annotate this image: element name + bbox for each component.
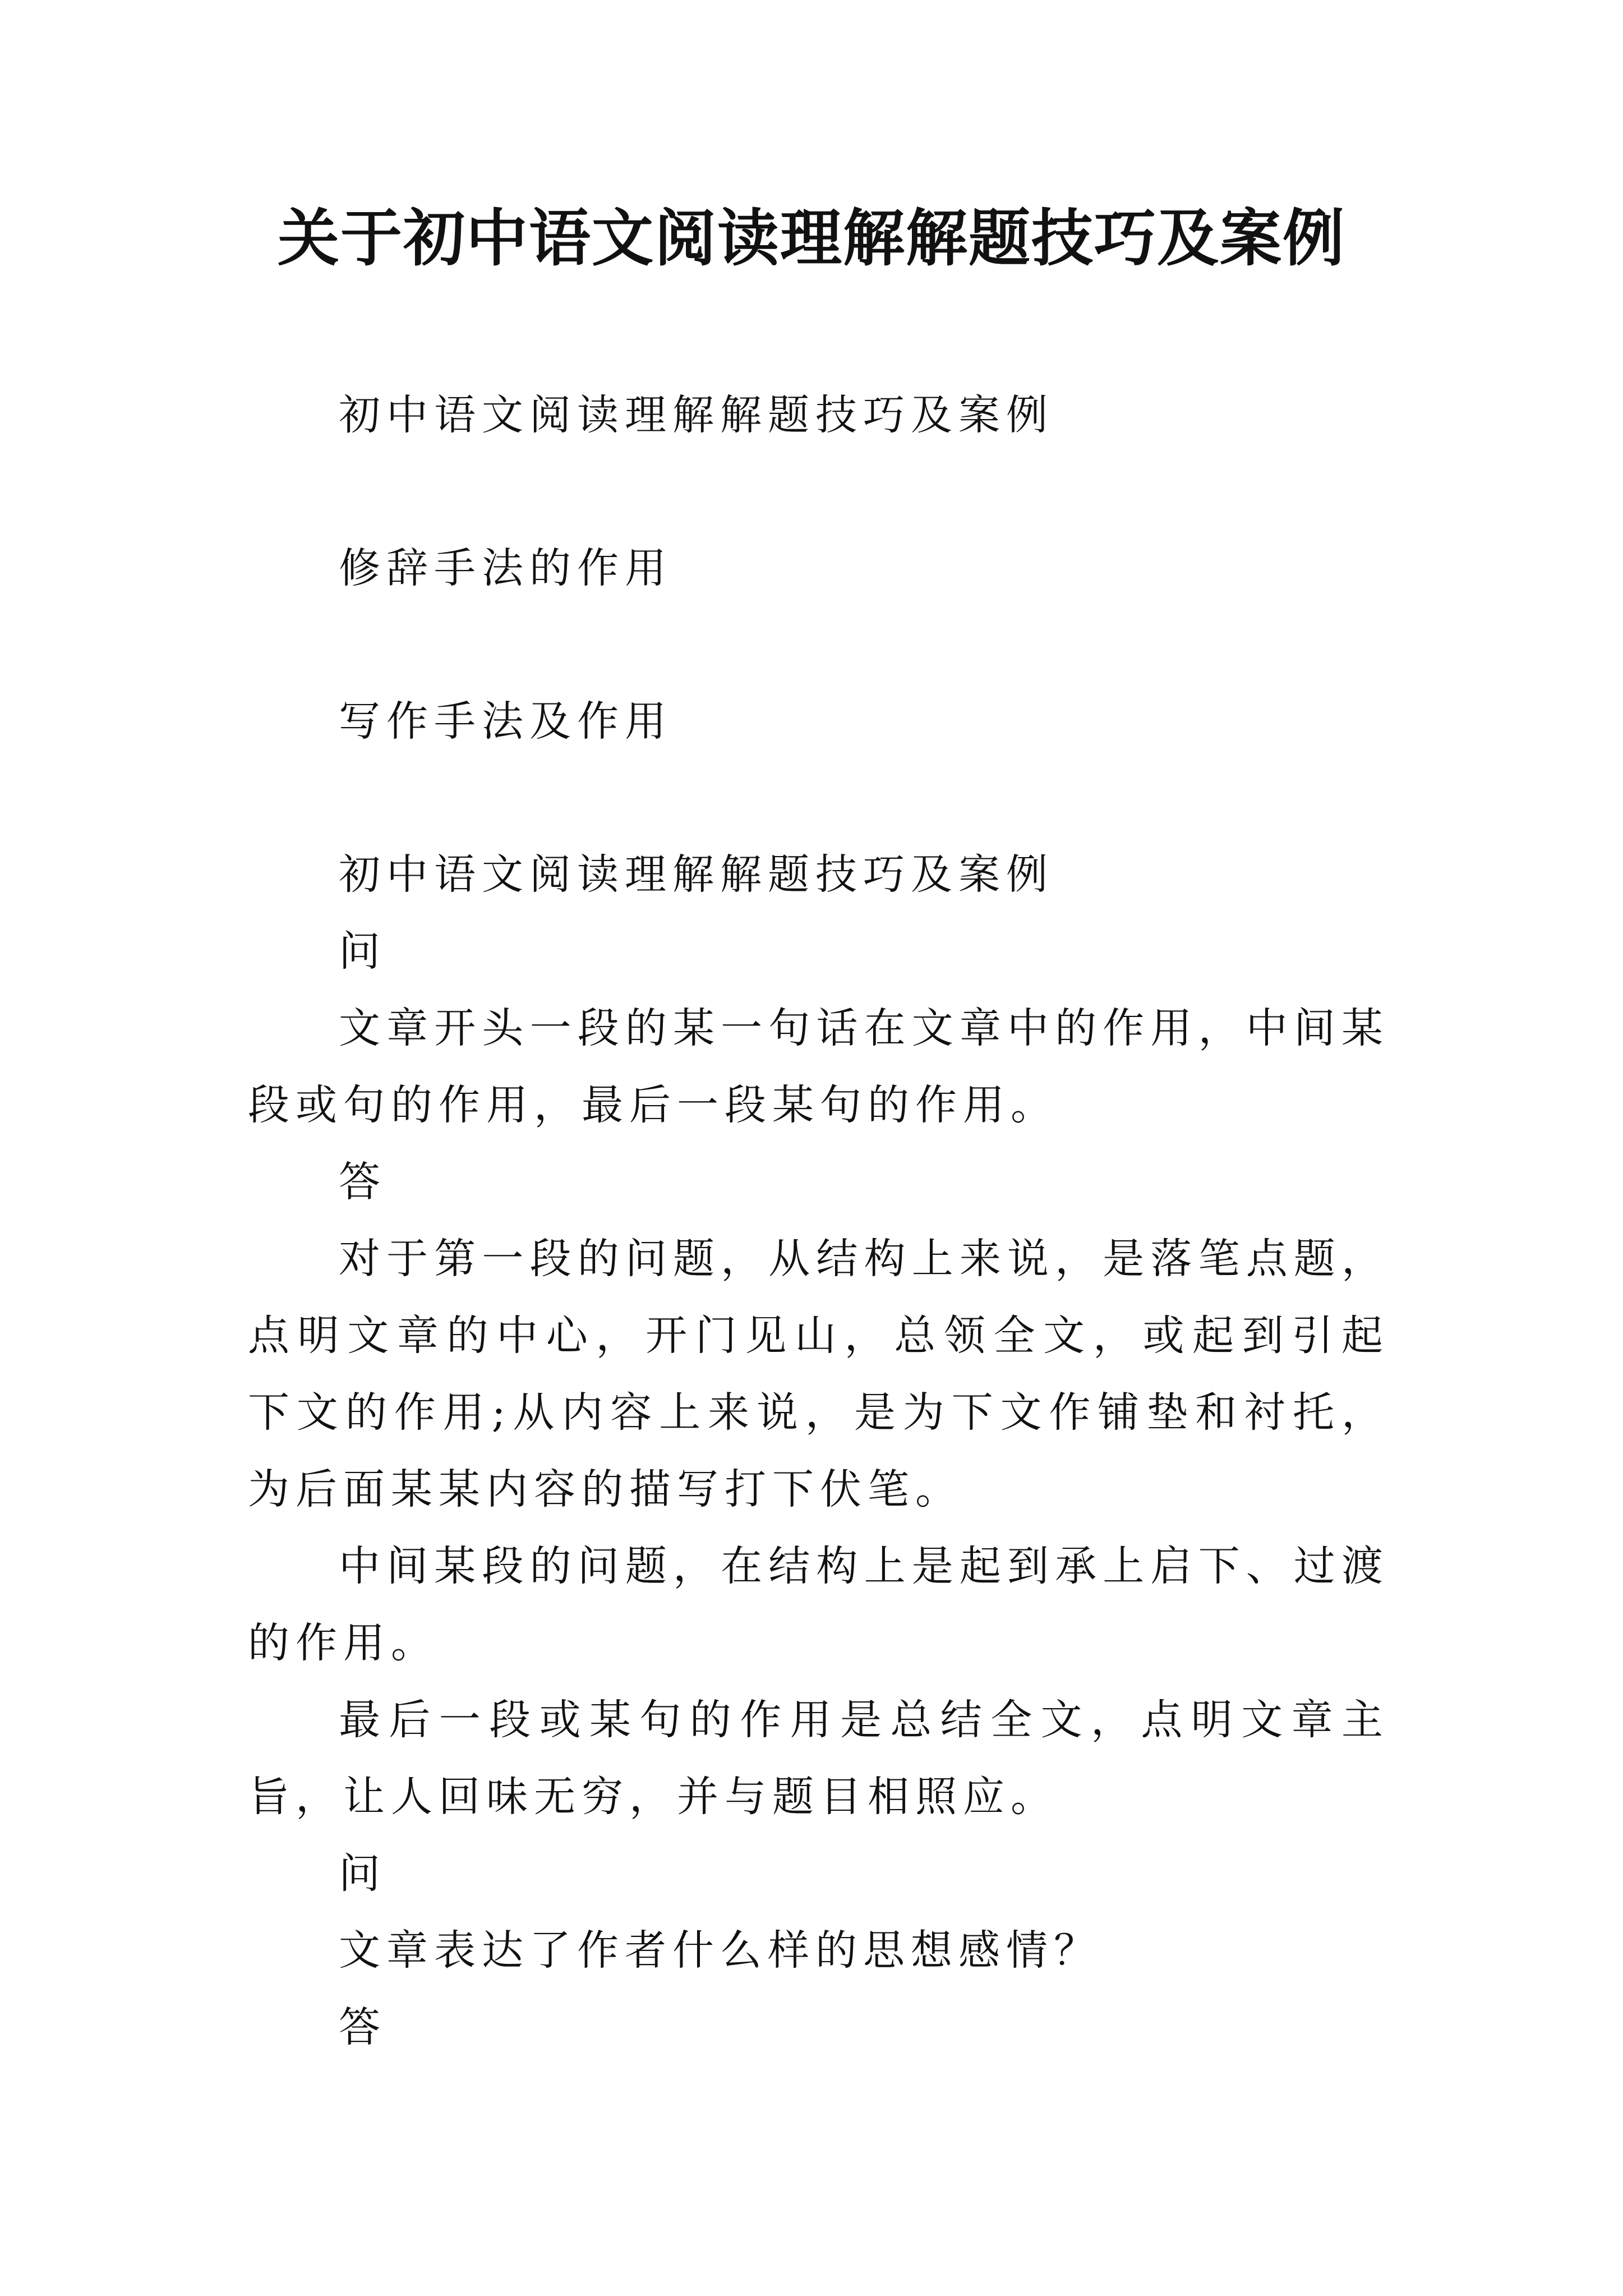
- question-label-1: 问: [339, 927, 386, 976]
- answer-paragraph-2: 中间某段的问题，在结构上是起到承上启下、过渡的作用。: [248, 1542, 1389, 1667]
- answer-label-1: 答: [339, 1158, 386, 1206]
- toc-item-3: 写作手法及作用: [339, 697, 672, 746]
- document-title: 关于初中语文阅读理解解题技巧及案例: [278, 202, 1345, 274]
- question-text-1: 文章开头一段的某一句话在文章中的作用，中间某段或句的作用，最后一段某句的作用。: [248, 1004, 1389, 1129]
- question-label-2: 问: [339, 1849, 386, 1898]
- toc-item-2: 修辞手法的作用: [339, 544, 672, 592]
- answer-label-2: 答: [339, 2003, 386, 2051]
- question-text-2: 文章表达了作者什么样的思想感情？: [339, 1926, 1101, 1975]
- section-heading: 初中语文阅读理解解题技巧及案例: [339, 850, 1054, 899]
- toc-item-1: 初中语文阅读理解解题技巧及案例: [339, 391, 1054, 439]
- answer-paragraph-3: 最后一段或某句的作用是总结全文，点明文章主旨，让人回味无穷，并与题目相照应。: [248, 1696, 1389, 1821]
- answer-paragraph-1: 对于第一段的问题，从结构上来说，是落笔点题，点明文章的中心，开门见山，总领全文，或起到引起下文的作用;从内容上来说，是为下文作铺垫和衬托，为后面某某内容的描写打下伏笔。: [248, 1235, 1389, 1513]
